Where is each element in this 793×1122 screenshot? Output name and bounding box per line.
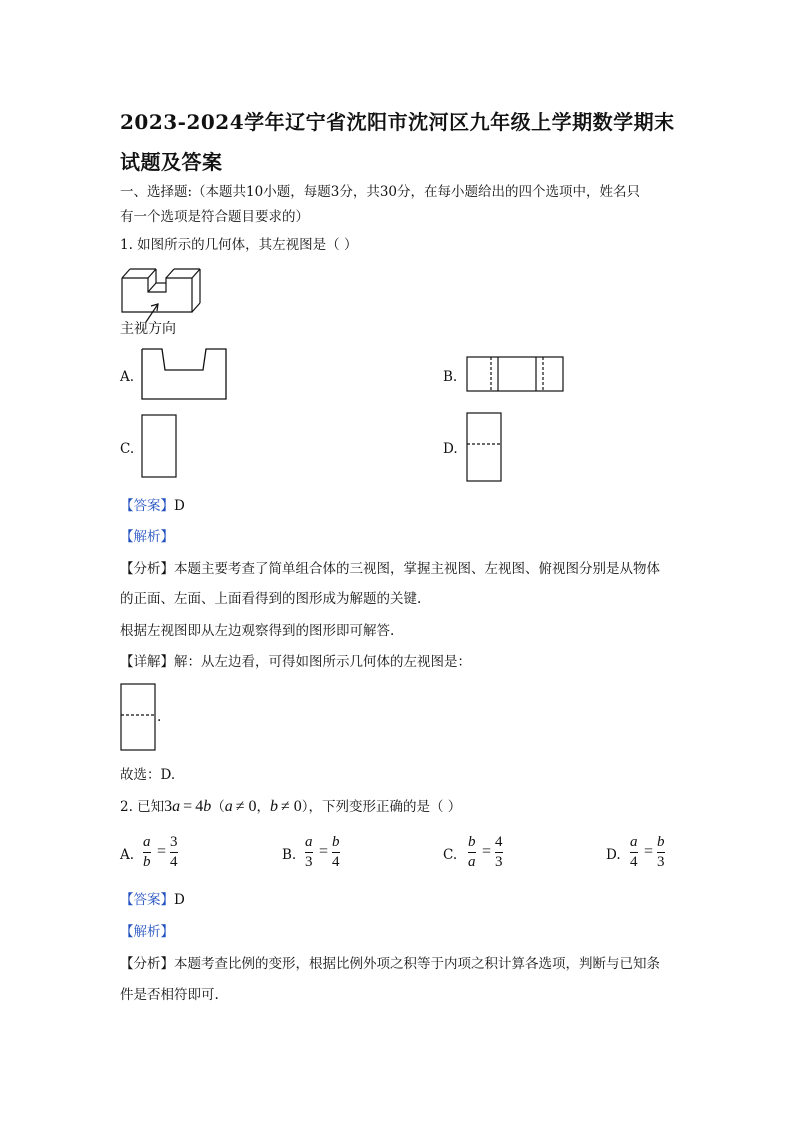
q2-option-a-right-fraction: [170, 834, 178, 871]
q1-option-c-figure: [141, 414, 177, 478]
fraction-denominator: 4: [332, 854, 340, 870]
q1-answer: [120, 497, 185, 515]
q2-fenxi-line2: 件是否相符即可.: [120, 987, 219, 1003]
q1-option-b-label: B.: [443, 369, 458, 385]
q2-option-b-equals: =: [319, 843, 329, 860]
q1-solution-figure: [120, 683, 156, 751]
q1-solution-period: .: [157, 709, 162, 725]
q2-option-c-right-fraction: [495, 834, 503, 871]
q2-eq-right-var: b: [203, 798, 212, 815]
q1-option-b-figure: [466, 356, 564, 392]
q1-fenxi-line2: 的正面、左面、上面看得到的图形成为解题的关键.: [120, 591, 422, 607]
q2-option-a-equals: =: [157, 843, 167, 860]
section-instructions-line2: 有一个选项是符合题目要求的）: [120, 209, 309, 225]
q1-solid-figure: [118, 266, 208, 326]
q1-fenxi-line1: [120, 560, 660, 578]
q2-cond-sep: ，: [256, 799, 270, 815]
xiangjie-text: 解：从左边看，可得如图所示几何体的左视图是：: [174, 654, 471, 670]
q2-stem: [120, 798, 461, 816]
fraction-denominator: b: [143, 854, 151, 870]
q2-cond-a-rel: ≠ 0: [235, 798, 257, 815]
fraction-numerator: b: [332, 834, 340, 850]
fenxi-tag: 【分析】: [120, 956, 174, 972]
fraction-denominator: 4: [630, 854, 638, 870]
q2-option-b-label: B.: [282, 847, 297, 863]
fraction-numerator: a: [143, 834, 151, 850]
q1-figure-caption: 主视方向: [120, 321, 176, 337]
q1-option-a-label: A.: [120, 369, 135, 385]
fraction-denominator: 3: [305, 854, 313, 870]
q2-eq-sign: =: [183, 798, 193, 815]
q2-cond-b-var: b: [269, 798, 278, 815]
q2-option-d-left-fraction: [630, 834, 638, 871]
q2-option-a-label: A.: [120, 847, 135, 863]
fraction-numerator: a: [305, 834, 313, 850]
q2-option-c-equals: =: [482, 843, 492, 860]
q1-stem: 1. 如图所示的几何体，其左视图是（ ）: [120, 237, 358, 253]
q1-option-a-figure: [141, 348, 227, 400]
fraction-numerator: a: [630, 834, 638, 850]
fenxi-text: 本题主要考查了简单组合体的三视图，掌握主视图、左视图、俯视图分别是从物体: [174, 561, 660, 577]
q2-stem-suffix: ），下列变形正确的是（ ）: [301, 799, 462, 815]
q2-option-d-equals: =: [644, 843, 654, 860]
q1-fenxi-line3: 根据左视图即从左边观察得到的图形即可解答.: [120, 623, 395, 639]
fraction-denominator: 3: [495, 854, 503, 870]
q1-analysis-tag: 【解析】: [120, 529, 174, 545]
q2-option-c-label: C.: [443, 847, 458, 863]
fraction-denominator: 4: [170, 854, 178, 870]
q2-eq-right-coef: 4: [195, 798, 204, 815]
q2-answer: [120, 891, 185, 909]
fenxi-text: 本题考查比例的变形，根据比例外项之积等于内项之积计算各选项，判断与已知条: [174, 956, 660, 972]
answer-tag: 【答案】: [120, 892, 174, 908]
q2-option-d-label: D.: [606, 847, 621, 863]
page-title-line2: 试题及答案: [120, 150, 223, 174]
fraction-numerator: b: [657, 834, 665, 850]
answer-value: D: [174, 498, 185, 514]
q2-option-a-left-fraction: [143, 834, 151, 871]
fraction-numerator: 3: [170, 834, 178, 850]
q2-option-b-left-fraction: [305, 834, 313, 871]
q1-option-c-label: C.: [120, 441, 135, 457]
fenxi-tag: 【分析】: [120, 561, 174, 577]
q2-cond-b-rel: ≠ 0: [280, 798, 302, 815]
q1-xiangjie: [120, 653, 471, 671]
q2-cond-open: （: [211, 799, 225, 815]
q1-option-d-label: D.: [443, 441, 458, 457]
q1-option-d-figure: [466, 412, 502, 482]
xiangjie-tag: 【详解】: [120, 654, 174, 670]
q2-eq-left-var: a: [172, 798, 181, 815]
fraction-denominator: a: [468, 854, 476, 870]
answer-tag: 【答案】: [120, 498, 174, 514]
section-instructions-line1: 一、选择题:（本题共10小题，每题3分，共30分，在每小题给出的四个选项中，姓名只: [120, 184, 640, 200]
answer-value: D: [174, 892, 185, 908]
q2-option-d-right-fraction: [657, 834, 665, 871]
page-title: 2023-2024学年辽宁省沈阳市沈河区九年级上学期数学期末: [120, 110, 675, 134]
fraction-numerator: b: [468, 834, 476, 850]
q1-conclusion: 故选：D.: [120, 767, 176, 783]
fraction-numerator: 4: [495, 834, 503, 850]
q2-fenxi-line1: [120, 955, 660, 973]
fraction-denominator: 3: [657, 854, 665, 870]
q2-analysis-tag: 【解析】: [120, 924, 174, 940]
q2-cond-a-var: a: [224, 798, 233, 815]
q2-stem-prefix: 2. 已知: [120, 799, 165, 815]
q2-option-b-right-fraction: [332, 834, 340, 871]
q2-eq-left-coef: 3: [164, 798, 173, 815]
q2-option-c-left-fraction: [468, 834, 476, 871]
